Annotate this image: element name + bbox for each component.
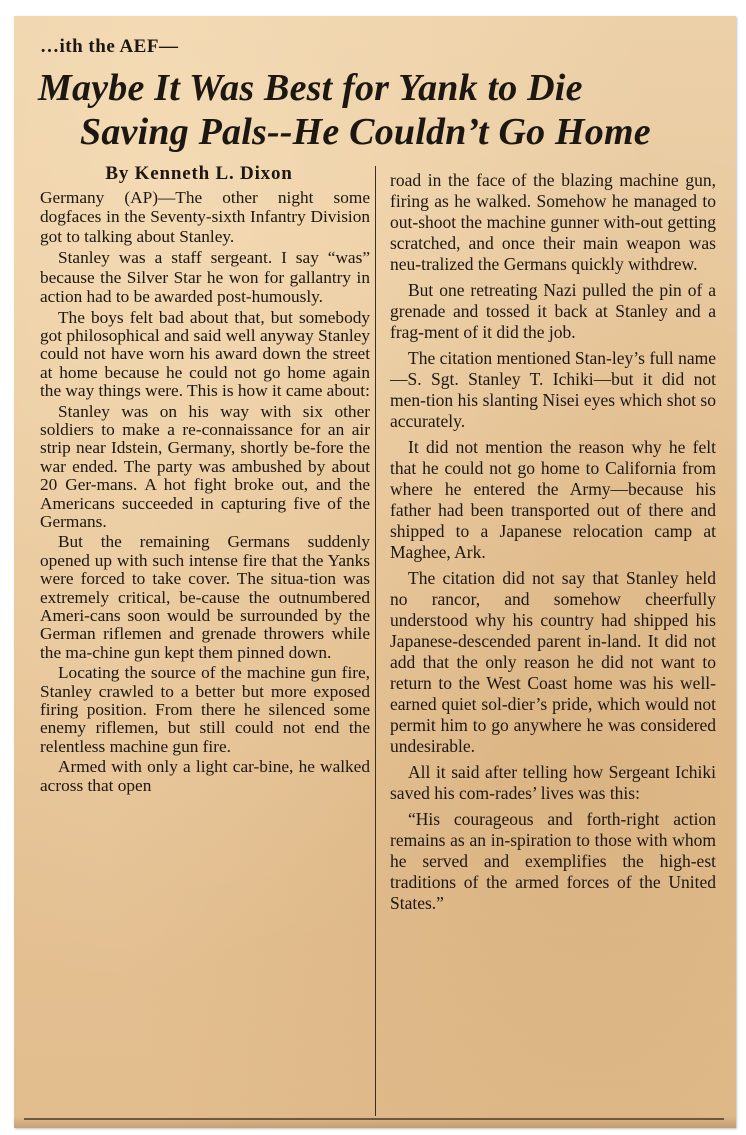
paragraph: Armed with only a light car-bine, he walked across that open (40, 757, 370, 795)
headline-line-2: Saving Pals--He Couldn’t Go Home (80, 111, 651, 153)
newspaper-clipping (14, 16, 736, 1128)
paragraph: But the remaining Germans suddenly opened up with such intense fire that the Yanks were forced to take cover. The situa-tion was extremely critical, be-cause the outnumbered Ameri-cans soon would be surrounded by the German riflemen and grenade throwers while the ma-chine gun kept them pinned down. (40, 532, 370, 662)
kicker-line: …ith the AEF— (40, 36, 179, 57)
paragraph: Locating the source of the machine gun fire, Stanley crawled to a better but more exposed firing position. From there he silenced some enemy riflemen, but still could not end the relentless machine gun fire. (40, 663, 370, 756)
paragraph: The boys felt bad about that, but somebody got philosophical and said well anyway Stanley could not have worn his award down the street at home because he could not go home again the way things were. This is how it came about: (40, 307, 370, 401)
paragraph: Germany (AP)—The other night some dogfaces in the Seventy-sixth Infantry Division got to talking about Stanley. (40, 187, 370, 246)
paragraph: Stanley was on his way with six other soldiers to make a re-connaissance for an air strip near Idstein, Germany, shortly be-fore the war ended. The party was ambushed by about 20 Ger-mans. A hot fight broke out, and the Americans succeeded in capturing five of the Germans. (40, 401, 370, 531)
paragraph: “His courageous and forth-right action remains as an in-spiration to those with whom he served and exemplifies the high-est traditions of the armed forces of the United States.” (390, 809, 716, 913)
byline: By Kenneth L. Dixon (105, 163, 293, 184)
paragraph: But one retreating Nazi pulled the pin of a grenade and tossed it back at Stanley and a frag-ment of it did the job. (390, 280, 716, 342)
paragraph: The citation did not say that Stanley held no rancor, and somehow cheerfully understood why his country had shipped his Japanese-descended parent in-land. It did not add that the only reason he did not want to return to the West Coast home was his well-earned quiet sol-dier’s pride, which would not permit him to go anywhere he was considered undesirable. (390, 568, 716, 756)
paragraph: It did not mention the reason why he felt that he could not go home to California from where he entered the Army—because his father had been transported out of there and shipped to a Japanese relocation camp at Maghee, Ark. (390, 437, 716, 562)
paper-edge-shading (14, 1116, 736, 1128)
right-column (390, 170, 716, 919)
left-column (40, 164, 370, 797)
headline (38, 66, 651, 154)
headline-line-1: Maybe It Was Best for Yank to Die (38, 67, 583, 109)
paragraph: road in the face of the blazing machine gun, firing as he walked. Somehow he managed to out-shoot the machine gunner with-out getting scratched, and once their main weapon was neu-tralized the Germans quickly withdrew. (390, 170, 716, 274)
column-divider (375, 166, 376, 1116)
paragraph: All it said after telling how Sergeant Ichiki saved his com-rades’ lives was this: (390, 762, 716, 803)
paragraph: Stanley was a staff sergeant. I say “was” because the Silver Star he won for gallantry in action had to be awarded post-humously. (40, 248, 370, 306)
paragraph: The citation mentioned Stan-ley’s full name—S. Sgt. Stanley T. Ichiki—but it did not men-tion his slanting Nisei eyes which shot so accurately. (390, 348, 716, 431)
